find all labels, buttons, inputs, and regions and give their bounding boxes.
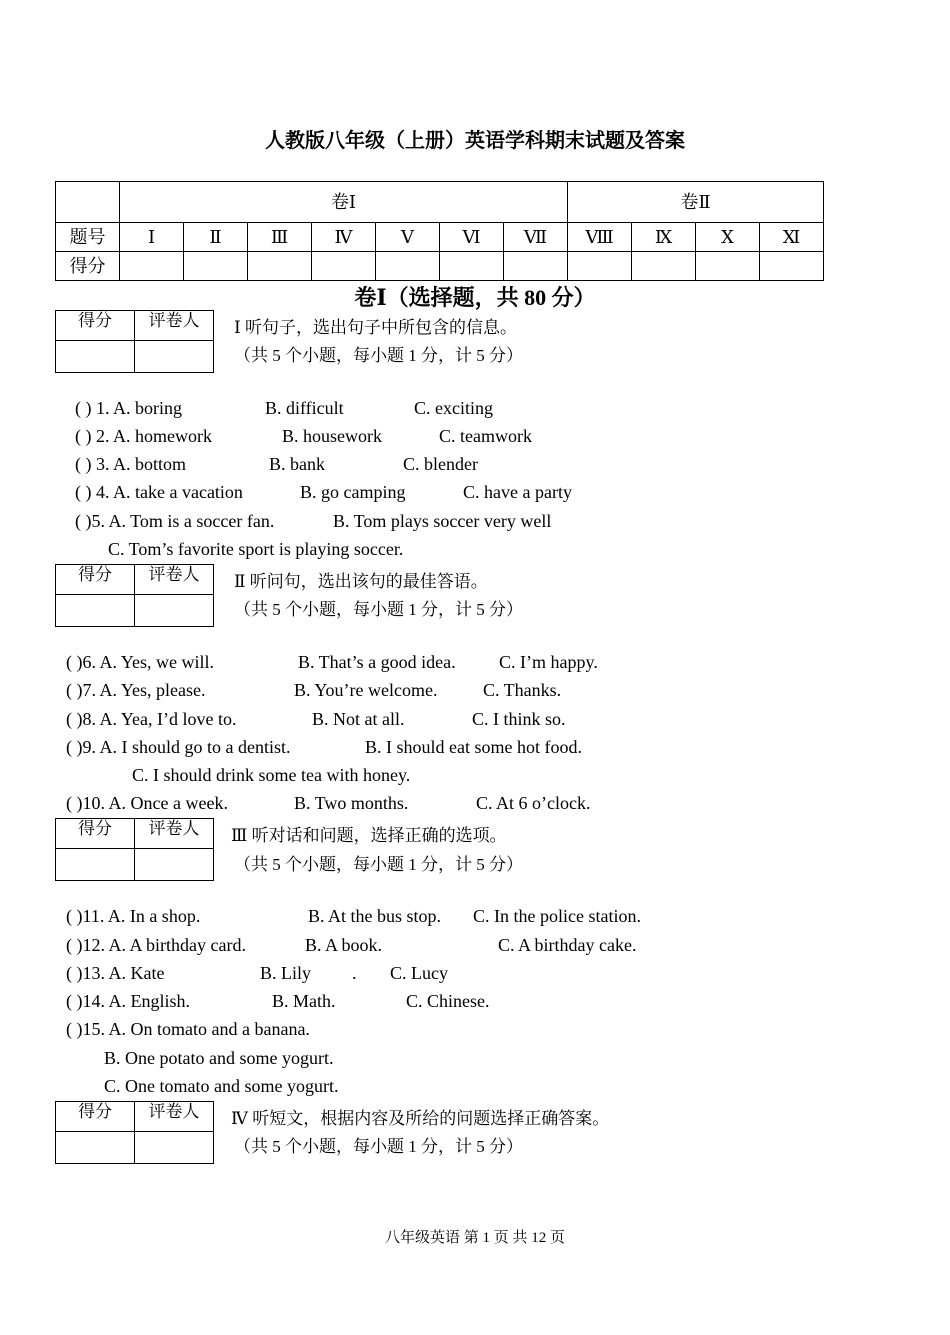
score-cell xyxy=(248,252,312,281)
score-cell xyxy=(632,252,696,281)
grader-score-cell xyxy=(56,595,135,627)
question-10-option-b: B. Two months. xyxy=(294,793,409,813)
score-cell xyxy=(696,252,760,281)
question-8-option-b: B. Not at all. xyxy=(312,709,405,729)
question-13-stray-dot: . xyxy=(352,963,357,983)
score-cell xyxy=(376,252,440,281)
grader-name-label: 评卷人 xyxy=(135,565,214,595)
question-12-option-c: C. A birthday cake. xyxy=(498,935,637,955)
grader-score-label: 得分 xyxy=(56,311,135,341)
grader-name-cell xyxy=(135,849,214,881)
question-3: ( ) 3. A. bottom xyxy=(75,454,186,474)
score-table-numeral: Ⅶ xyxy=(504,223,568,252)
score-cell xyxy=(120,252,184,281)
score-table-numeral: Ⅷ xyxy=(568,223,632,252)
grader-name-label: 评卷人 xyxy=(135,819,214,849)
grader-box xyxy=(55,310,214,373)
question-6-option-b: B. That’s a good idea. xyxy=(298,652,456,672)
grader-score-label: 得分 xyxy=(56,819,135,849)
grader-name-cell xyxy=(135,595,214,627)
grader-score-cell xyxy=(56,849,135,881)
question-8-option-c: C. I think so. xyxy=(472,709,566,729)
section-4-heading: Ⅳ 听短文，根据内容及所给的问题选择正确答案。 xyxy=(231,1109,610,1128)
score-table-part1: 卷Ⅰ xyxy=(120,182,568,223)
grader-score-cell xyxy=(56,341,135,373)
question-4-option-c: C. have a party xyxy=(463,482,572,502)
grader-name-label: 评卷人 xyxy=(135,311,214,341)
score-cell xyxy=(760,252,824,281)
question-11: ( )11. A. In a shop. xyxy=(66,906,201,926)
score-table-numeral: Ⅵ xyxy=(440,223,504,252)
question-1-option-c: C. exciting xyxy=(414,398,493,418)
grader-name-cell xyxy=(135,1132,214,1164)
score-table-number-label: 题号 xyxy=(56,223,120,252)
question-9: ( )9. A. I should go to a dentist. xyxy=(66,737,291,757)
question-2-option-b: B. housework xyxy=(282,426,382,446)
question-4: ( ) 4. A. take a vacation xyxy=(75,482,243,502)
grader-name-label: 评卷人 xyxy=(135,1102,214,1132)
grader-box xyxy=(55,564,214,627)
score-table-numeral: Ⅳ xyxy=(312,223,376,252)
score-table-numeral: Ⅺ xyxy=(760,223,824,252)
question-6-option-c: C. I’m happy. xyxy=(499,652,598,672)
question-7: ( )7. A. Yes, please. xyxy=(66,680,206,700)
question-13: ( )13. A. Kate xyxy=(66,963,165,983)
question-14-option-c: C. Chinese. xyxy=(406,991,490,1011)
question-1-option-b: B. difficult xyxy=(265,398,344,418)
question-2-option-c: C. teamwork xyxy=(439,426,532,446)
score-table-corner xyxy=(56,182,120,223)
section-1-note: （共 5 个小题，每小题 1 分，计 5 分） xyxy=(234,346,523,365)
question-3-option-b: B. bank xyxy=(269,454,325,474)
section-3-note: （共 5 个小题，每小题 1 分，计 5 分） xyxy=(234,855,523,874)
score-table xyxy=(55,181,824,281)
question-15-option-c: C. One tomato and some yogurt. xyxy=(104,1076,339,1096)
score-table-numeral: Ⅰ xyxy=(120,223,184,252)
question-7-option-c: C. Thanks. xyxy=(483,680,562,700)
question-9-option-c: C. I should drink some tea with honey. xyxy=(132,765,411,785)
question-5-option-b: B. Tom plays soccer very well xyxy=(333,511,552,531)
question-5: ( )5. A. Tom is a soccer fan. xyxy=(75,511,275,531)
section-4-note: （共 5 个小题，每小题 1 分，计 5 分） xyxy=(234,1137,523,1156)
score-table-numeral: Ⅱ xyxy=(184,223,248,252)
section-3-heading: Ⅲ 听对话和问题，选择正确的选项。 xyxy=(231,826,507,845)
score-table-numeral: Ⅲ xyxy=(248,223,312,252)
page-title: 人教版八年级（上册）英语学科期末试题及答案 xyxy=(265,130,685,152)
section-2-note: （共 5 个小题，每小题 1 分，计 5 分） xyxy=(234,600,523,619)
score-cell xyxy=(440,252,504,281)
score-cell xyxy=(312,252,376,281)
question-10: ( )10. A. Once a week. xyxy=(66,793,228,813)
question-14-option-b: B. Math. xyxy=(272,991,336,1011)
grader-name-cell xyxy=(135,341,214,373)
question-11-option-c: C. In the police station. xyxy=(473,906,641,926)
question-1: ( ) 1. A. boring xyxy=(75,398,182,418)
section-1-heading: Ⅰ 听句子，选出句子中所包含的信息。 xyxy=(234,318,517,337)
question-10-option-c: C. At 6 o’clock. xyxy=(476,793,591,813)
question-13-option-c: C. Lucy xyxy=(390,963,448,983)
part-one-title: 卷Ⅰ（选择题，共 80 分） xyxy=(354,285,596,310)
question-15-option-b: B. One potato and some yogurt. xyxy=(104,1048,334,1068)
grader-score-label: 得分 xyxy=(56,1102,135,1132)
question-7-option-b: B. You’re welcome. xyxy=(294,680,438,700)
question-5-option-c: C. Tom’s favorite sport is playing soccer. xyxy=(108,539,404,559)
score-table-numeral: Ⅸ xyxy=(632,223,696,252)
score-cell xyxy=(184,252,248,281)
question-15: ( )15. A. On tomato and a banana. xyxy=(66,1019,310,1039)
grader-box xyxy=(55,818,214,881)
score-table-part2: 卷Ⅱ xyxy=(568,182,824,223)
score-table-numeral: Ⅹ xyxy=(696,223,760,252)
question-4-option-b: B. go camping xyxy=(300,482,406,502)
question-12: ( )12. A. A birthday card. xyxy=(66,935,246,955)
section-2-heading: Ⅱ 听问句，选出该句的最佳答语。 xyxy=(234,572,488,591)
question-3-option-c: C. blender xyxy=(403,454,478,474)
question-13-option-b: B. Lily xyxy=(260,963,312,983)
score-cell xyxy=(568,252,632,281)
score-table-score-label: 得分 xyxy=(56,252,120,281)
score-cell xyxy=(504,252,568,281)
grader-score-label: 得分 xyxy=(56,565,135,595)
grader-box xyxy=(55,1101,214,1164)
question-14: ( )14. A. English. xyxy=(66,991,190,1011)
question-6: ( )6. A. Yes, we will. xyxy=(66,652,215,672)
grader-score-cell xyxy=(56,1132,135,1164)
question-2: ( ) 2. A. homework xyxy=(75,426,212,446)
page-footer: 八年级英语 第 1 页 共 12 页 xyxy=(384,1230,565,1246)
question-9-option-b: B. I should eat some hot food. xyxy=(365,737,582,757)
question-12-option-b: B. A book. xyxy=(305,935,383,955)
question-11-option-b: B. At the bus stop. xyxy=(308,906,442,926)
question-8: ( )8. A. Yea, I’d love to. xyxy=(66,709,237,729)
score-table-numeral: Ⅴ xyxy=(376,223,440,252)
